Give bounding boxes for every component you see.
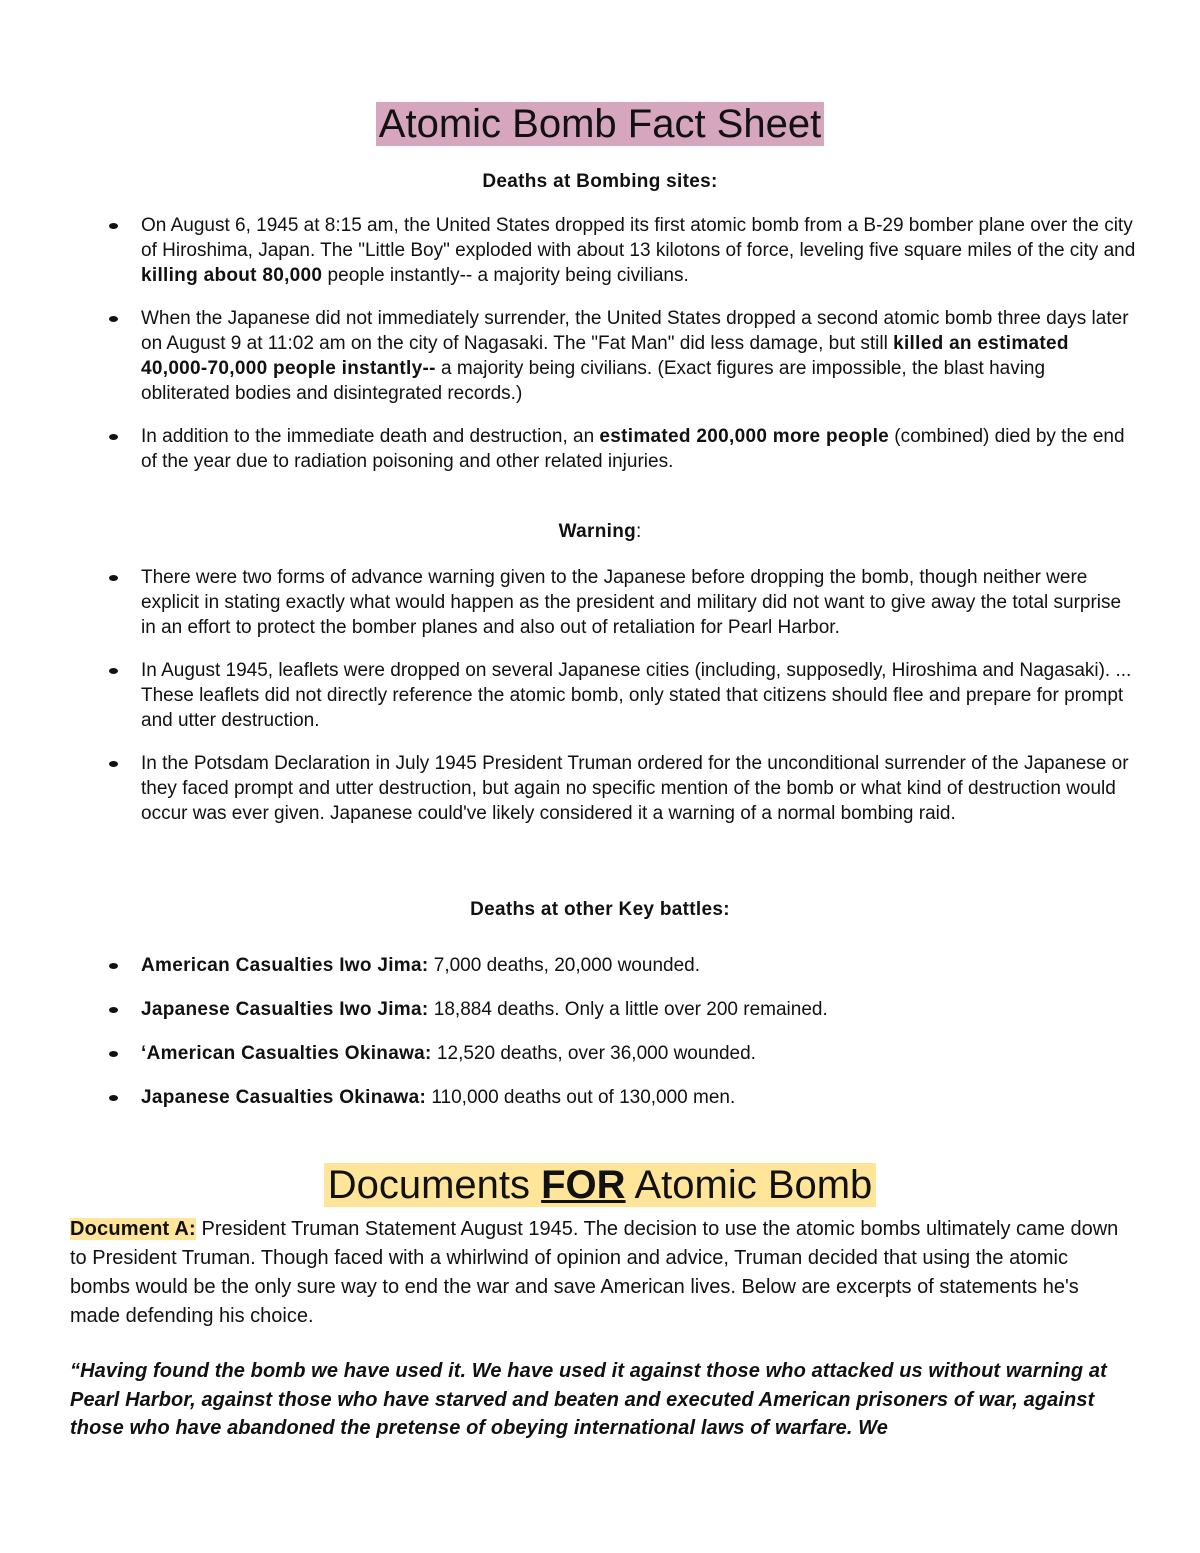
bullet-icon: [109, 575, 118, 581]
list-item: On August 6, 1945 at 8:15 am, the United States dropped its first atomic bomb from a B-29 bomber plane over the city of Hiroshima, Japan. The "Little Boy" exploded with about 13 kilotons of force, leveling five square miles of the city and killing about 80,000 people instantly-- a majority being civilians.: [0, 213, 1136, 288]
list-item: In the Potsdam Declaration in July 1945 President Truman ordered for the unconditional surrender of the Japanese or they faced prompt and utter destruction, but again no specific mention of the bomb or what kind of destruction would occur was ever given. Japanese could've likely considered it a warning of a normal bombing raid.: [0, 751, 1136, 826]
list-item: In August 1945, leaflets were dropped on several Japanese cities (including, supposedly, Hiroshima and Nagasaki). ... These leaflets did not directly reference the atomic bomb, only stated that citizens should flee and prepare for prompt and utter destruction.: [0, 658, 1136, 733]
documents-for-title: [0, 1157, 1200, 1213]
bullet-icon: [109, 316, 118, 322]
list-item: In addition to the immediate death and destruction, an estimated 200,000 more people (combined) died by the end of the year due to radiation poisoning and other related injuries.: [0, 424, 1136, 474]
bullet-icon: [109, 668, 118, 674]
document-a-label: Document A:: [70, 1218, 196, 1240]
list-bombing-deaths: [0, 213, 1200, 474]
list-item: American Casualties Iwo Jima: 7,000 deaths, 20,000 wounded.: [0, 953, 1136, 978]
list-item: There were two forms of advance warning given to the Japanese before dropping the bomb, though neither were explicit in stating exactly what would happen as the president and military did not want to give away the total surprise in an effort to protect the bomber planes and also out of retaliation for Pearl Harbor.: [0, 565, 1136, 640]
bullet-icon: [109, 434, 118, 440]
list-item: Japanese Casualties Iwo Jima: 18,884 deaths. Only a little over 200 remained.: [0, 997, 1136, 1022]
bullet-icon: [109, 1095, 118, 1101]
heading-deaths-bombing-sites: Deaths at Bombing sites:: [482, 171, 718, 192]
page-title-text: Atomic Bomb Fact Sheet: [376, 102, 824, 146]
heading-warning: Warning:: [558, 521, 642, 542]
documents-for-title-highlight: Documents FOR Atomic Bomb: [324, 1163, 877, 1207]
bullet-icon: [109, 1051, 118, 1057]
list-item: Japanese Casualties Okinawa: 110,000 deaths out of 130,000 men.: [0, 1085, 1136, 1110]
page-title: [0, 98, 1200, 150]
list-item: ‘American Casualties Okinawa: 12,520 deaths, over 36,000 wounded.: [0, 1041, 1136, 1066]
document-a-paragraph: Document A: President Truman Statement August 1945. The decision to use the atomic bombs ultimately came down to President Truman. Though faced with a whirlwind of opinion and advice, Truman decided that using the atomic bombs would be the only sure way to end the war and save American lives. Below are excerpts of statements he's made defending his choice.: [70, 1218, 1119, 1327]
bullet-icon: [109, 223, 118, 229]
truman-quote: “Having found the bomb we have used it. We have used it against those who attacked us without warning at Pearl Harbor, against those who have starved and beaten and executed American prisoners of war, against those who have abandoned the pretense of obeying international laws of warfare. We: [70, 1360, 1107, 1439]
bullet-icon: [109, 761, 118, 767]
list-battle-casualties: [0, 953, 1200, 1110]
list-warning: [0, 565, 1200, 826]
bullet-icon: [109, 963, 118, 969]
list-item: When the Japanese did not immediately surrender, the United States dropped a second atomic bomb three days later on August 9 at 11:02 am on the city of Nagasaki. The "Fat Man" did less damage, but still killed an estimated 40,000-70,000 people instantly-- a majority being civilians. (Exact figures are impossible, the blast having obliterated bodies and disintegrated records.): [0, 306, 1136, 406]
bullet-icon: [109, 1007, 118, 1013]
heading-deaths-key-battles: Deaths at other Key battles:: [470, 899, 730, 920]
